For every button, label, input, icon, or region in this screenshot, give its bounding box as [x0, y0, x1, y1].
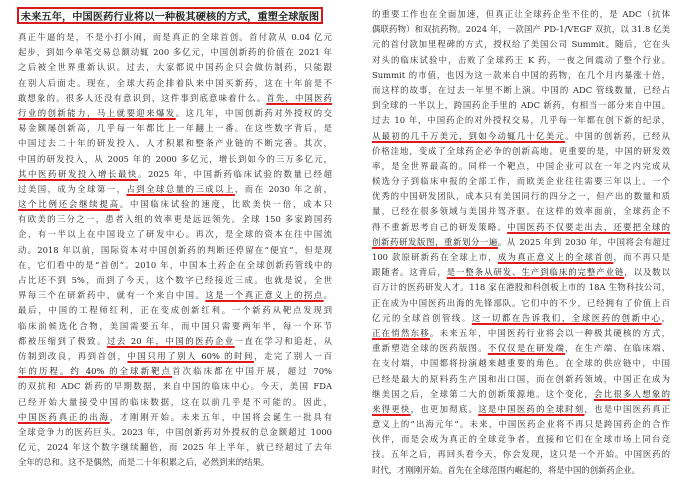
- text-segment: 的重要工作也在全面加速，但真正让全球药企坐不住的，是 ADC（抗体: [372, 9, 670, 19]
- text-line: [372, 113, 670, 128]
- text-line: [372, 432, 670, 447]
- text-segment: ，也是中国医药真正: [584, 403, 670, 414]
- text-line: [372, 22, 670, 37]
- text-line: [372, 372, 670, 387]
- text-segment: 起步，到如今单笔交易总额动辄 200 多亿元，中国创新药的价值在 2021 年: [18, 47, 332, 58]
- text-segment: 都被压缩到了极致。: [18, 335, 107, 346]
- text-line: [18, 212, 332, 227]
- underlined-phrase: 从最初的几千万美元，到如今动辄几十亿美元: [372, 130, 566, 141]
- text-segment: 正在成为中国医药出海的先锋部队。它们中的不少，已经拥有了价值上百: [372, 297, 670, 308]
- text-line: [372, 174, 670, 189]
- text-line: [18, 197, 332, 212]
- text-line: [372, 53, 670, 68]
- text-line: [18, 258, 332, 273]
- text-line: [372, 220, 670, 235]
- underlined-phrase: 创新药研发版图，重新划分一遍: [372, 236, 498, 247]
- text-line: [372, 326, 670, 341]
- text-line: [18, 121, 332, 136]
- text-line: [18, 182, 332, 197]
- text-segment: 仿制到改良，再到首创，: [18, 350, 128, 361]
- text-segment: 偶联药物）和双抗药物。2024 年，一款国产 PD-1/VEGF 双抗，以 31.8 亿美: [372, 24, 670, 35]
- underlined-phrase: 这是中国医药的全球时刻: [478, 403, 585, 414]
- text-line: [18, 395, 332, 410]
- underlined-phrase: 中国只用了别人 60% 的时间: [127, 350, 254, 361]
- text-segment: 首次临床都在中国开展，超过 70%: [172, 366, 332, 377]
- text-segment: 过美国，成为全球第一，: [18, 183, 127, 194]
- text-segment: 继美国之后，全球第二大的创新策源地。这个变化，: [372, 388, 595, 399]
- text-segment: 率，是全世界最高的。同样一个靶点，中国企业可以在一年之内完成从: [372, 160, 670, 171]
- text-line: [372, 296, 670, 311]
- text-segment: 界每三个在研新药中，就有一个来自中国。: [18, 290, 206, 301]
- text-line: [18, 303, 332, 318]
- text-line: [18, 30, 332, 45]
- underlined-phrase: 首先，中国医药: [266, 92, 332, 103]
- text-segment: 之后被全世界重新认识。过去，大家都说中国药企只会做仿制药，只能跟: [18, 62, 332, 73]
- text-segment: 到全球的一半以上，跨国药企手里的 ADC 新药，有相当一部分来自中国。: [372, 100, 670, 111]
- underlined-phrase: 中国医药真正的出海: [18, 411, 110, 422]
- text-segment: 。中国的创新药，已经从: [565, 130, 670, 141]
- text-line: [372, 447, 670, 462]
- text-segment: 伙伴，而是会成为真正的全球竞争者，直接和它们在全球市场上同台竞: [372, 434, 670, 445]
- text-segment: 有欧美的三分之一，患者入组的效率更是远远领先。全球 150 多家跨国药: [18, 214, 332, 225]
- text-segment: ，走完了别人一百: [253, 350, 332, 361]
- text-segment: 量，已经在很多领域与美国并驾齐驱。在这样的效率面前，全球药企不: [372, 206, 670, 217]
- text-line: [372, 144, 670, 159]
- right-text-column: [372, 7, 670, 478]
- text-segment: ，而在 2030 年之前，: [234, 183, 332, 194]
- text-segment: 已经开始大量接受中国的临床数据，这在以前几乎是不可能的。因此，: [18, 396, 332, 407]
- underlined-phrase: 行业的创新能力，马上就要迎来爆发: [18, 107, 176, 118]
- text-line: [372, 356, 670, 371]
- underlined-phrase: 这个比例还会继续提高: [18, 199, 120, 210]
- text-line: [18, 91, 332, 106]
- text-line: [372, 311, 670, 326]
- text-segment: 而这样的故事，在过去一年里不断上演。中国的 ADC 管线数量，已经占: [372, 84, 670, 95]
- text-segment: 对头的临床试验中，击败了全球药王 K 药，一夜之间震动了整个行业。: [372, 54, 670, 65]
- text-segment: 中国的研发投入，从 2005 年的 2000 多亿元，增长到如今的三万多亿元，: [18, 153, 332, 164]
- underlined-phrase: 成为真正意义上的全球首创: [497, 252, 614, 262]
- text-segment: ，而不再只是: [613, 252, 670, 262]
- text-segment: 全年的总和。这不是偶然，而是二十年积累之后，必然到来的结果。: [18, 457, 270, 468]
- text-segment: 意义上的“出海元年”。未来，中国医药企业将不再只是跨国药企的合作: [372, 419, 670, 430]
- text-segment: 百万计的医药研发人才。118 家在港股和科创板上市的 18A 生物科技公司，: [372, 282, 670, 293]
- text-line: [18, 334, 332, 349]
- text-segment: 在支付端，中国都将扮演越来越重要的角色。在全球的供应链中，中国: [372, 358, 670, 369]
- text-segment: 在别人后面走。现在，全球大药企排着队来中国买新药，这在十年前是不: [18, 77, 332, 88]
- text-line: [18, 106, 332, 121]
- text-segment: 过去 10 年，中国药企的对外授权交易，几乎每一年都在创下新的纪录，: [372, 115, 670, 126]
- text-line: [18, 455, 332, 470]
- text-line: [18, 243, 332, 258]
- text-segment: 元的首付款加里程碑的方式，授权给了美国公司 Summit。随后，它在头: [372, 39, 670, 50]
- text-line: [18, 364, 332, 379]
- text-line: [18, 227, 332, 242]
- text-segment: 候选分子到临床申报的全部工作，而欧美企业往往需要三年以上。一个: [372, 176, 670, 187]
- text-segment: 一直在学习和追赶，从: [234, 335, 332, 346]
- underlined-phrase: 年的历程。约 40% 的全球新靶点: [18, 366, 173, 377]
- text-segment: 。中国临床试验的速度，比欧美快一倍，成本只: [119, 199, 332, 210]
- text-line: [372, 204, 670, 219]
- text-line: [18, 136, 332, 151]
- text-line: [18, 410, 332, 425]
- text-segment: 最后，中国的工程师红利，正在变成创新红利。一个新药从靶点发现到: [18, 305, 332, 316]
- text-line: [18, 349, 332, 364]
- text-line: [372, 387, 670, 402]
- underlined-phrase: 来得更快: [372, 403, 411, 414]
- text-line: [372, 463, 670, 478]
- underlined-phrase: 中国医药不仅要走出去，还要把全球的: [507, 221, 670, 232]
- text-segment: 重新塑造全球的医药版图。: [372, 343, 488, 354]
- text-line: [372, 250, 670, 265]
- text-line: [372, 265, 670, 280]
- text-segment: 敢想象的。很多人还没有意识到，这件事到底意味着什么。: [18, 92, 267, 103]
- text-segment: 动。2018 年以前，国际资本对中国创新药的判断还停留在“便宜”，但是现: [18, 244, 332, 255]
- text-segment: 企，有一半以上在中国设立了研发中心。再次，是全球的资本在往中国流: [18, 229, 332, 240]
- text-segment: 优秀的中国研发团队，成本只有美国同行的四分之一，但产出的数量和质: [372, 191, 670, 202]
- text-line: [18, 273, 332, 288]
- text-segment: ，也更加彻底。: [410, 403, 479, 414]
- text-segment: 易金额屡创新高，几乎每一年都比上一年翻上一番。在这些数字背后，是: [18, 123, 332, 134]
- text-line: [372, 37, 670, 52]
- text-segment: ，: [661, 312, 670, 323]
- underlined-phrase: 占到全球总量的三成以上: [126, 183, 235, 194]
- text-segment: 技。五年之后，再回头看今天，你会发现，这只是一个开始。中国医药的: [372, 449, 670, 460]
- text-line: [18, 425, 332, 440]
- text-segment: ，以及数以: [624, 267, 670, 278]
- left-text-column: [18, 30, 332, 470]
- text-segment: 时代，才刚刚开始。首先在全球范围内崛起的，将是中国的创新药企业。: [372, 464, 640, 475]
- text-line: [18, 319, 332, 334]
- text-line: [372, 129, 670, 144]
- text-line: [18, 76, 332, 91]
- underlined-phrase: 这是一个真正意义上的拐点: [205, 290, 324, 301]
- text-segment: 亿元，2024 年这个数字继续翻倍，而 2025 年上半年，就已经超过了去年: [18, 442, 332, 453]
- underlined-phrase: 其中医药研发投入增长最快: [18, 168, 139, 179]
- text-line: [18, 152, 332, 167]
- text-line: [372, 83, 670, 98]
- text-segment: 临床前候选化合物，美国需要五年，而中国只需要两年半，每一个环节: [18, 320, 332, 331]
- text-line: [372, 189, 670, 204]
- text-line: [372, 7, 670, 22]
- underlined-phrase: 过去 20 年，中国的医药企业: [106, 335, 235, 346]
- text-line: [372, 341, 670, 356]
- underlined-phrase: 是一整条从研发、生产到临床的完整产业链: [446, 267, 625, 278]
- underlined-phrase: 会比很多人想象的: [594, 388, 670, 399]
- text-line: [18, 167, 332, 182]
- text-line: [372, 159, 670, 174]
- text-segment: ，在生产端、在临床端、: [565, 343, 670, 354]
- text-segment: 跟随者。这背后，: [372, 267, 447, 278]
- article-title-box: [17, 7, 323, 24]
- text-segment: 。未来五年，中国医药行业将会以一种极其硬核的方式，: [429, 327, 670, 338]
- text-segment: 。: [323, 290, 332, 301]
- text-line: [372, 235, 670, 250]
- underlined-phrase: 正在悄然东移: [372, 327, 430, 338]
- underlined-phrase: 不仅仅是在研发端: [487, 343, 566, 354]
- text-segment: 真正牛逼的是，不是小打小闹，而是真正的全球首创。首付款从 0.04 亿元: [18, 32, 332, 42]
- text-line: [372, 417, 670, 432]
- text-line: [18, 440, 332, 455]
- text-line: [372, 68, 670, 83]
- text-segment: 。从 2025 年到 2030 年，中国将会有超过: [497, 236, 670, 247]
- text-line: [18, 288, 332, 303]
- text-segment: 价格洼地，变成了全球药企必争的创新高地。更重要的是，中国的研发效: [372, 145, 670, 156]
- underlined-phrase: 这一切都在告诉我们，全球医药的创新中心: [471, 312, 662, 323]
- text-line: [372, 402, 670, 417]
- text-segment: 得不重新思考自己的研发策略。: [372, 221, 508, 232]
- text-segment: 100 款原研新药在全球上市，: [372, 252, 498, 262]
- text-segment: 占比还不到 5%，而到了今天，这个数字已经接近三成。也就是说，全世: [18, 275, 332, 285]
- text-segment: 的双抗和 ADC 新药的早期数据，来自中国的临床中心。今天，美国 FDA: [18, 381, 332, 392]
- text-segment: 在，它们看中的是“首创”。2010 年，中国本土药企在全球创新药管线中的: [18, 259, 332, 270]
- text-segment: 已经是最大的原料药生产国和出口国，而在创新药领域，中国正在成为: [372, 373, 670, 384]
- text-segment: ，才刚刚开始。未来五年，中国将会诞生一批具有: [109, 411, 332, 422]
- text-line: [18, 379, 332, 394]
- text-line: [18, 60, 332, 75]
- text-line: [372, 98, 670, 113]
- text-segment: 全球竞争力的医药巨头。2023 年，中国创新药对外授权的总金额超过 1000: [18, 426, 332, 437]
- text-line: [372, 280, 670, 295]
- text-line: [18, 45, 332, 60]
- text-segment: Summit 的市值，也因为这一款来自中国的药物，在几个月内暴涨十倍，: [372, 69, 670, 80]
- text-segment: 中国过去二十年的研发投入、人才积累和整条产业链的不断完善。其次，: [18, 138, 332, 149]
- article-title: 未来五年，中国医药行业将以一种极其硬核的方式，重塑全球版图: [20, 11, 320, 23]
- text-segment: 。这几年，中国创新药对外授权的交: [175, 107, 332, 118]
- text-segment: 。2025 年，中国新药临床试验的数量已经超: [138, 168, 332, 179]
- text-segment: 亿元的全球首创管线。: [372, 312, 472, 323]
